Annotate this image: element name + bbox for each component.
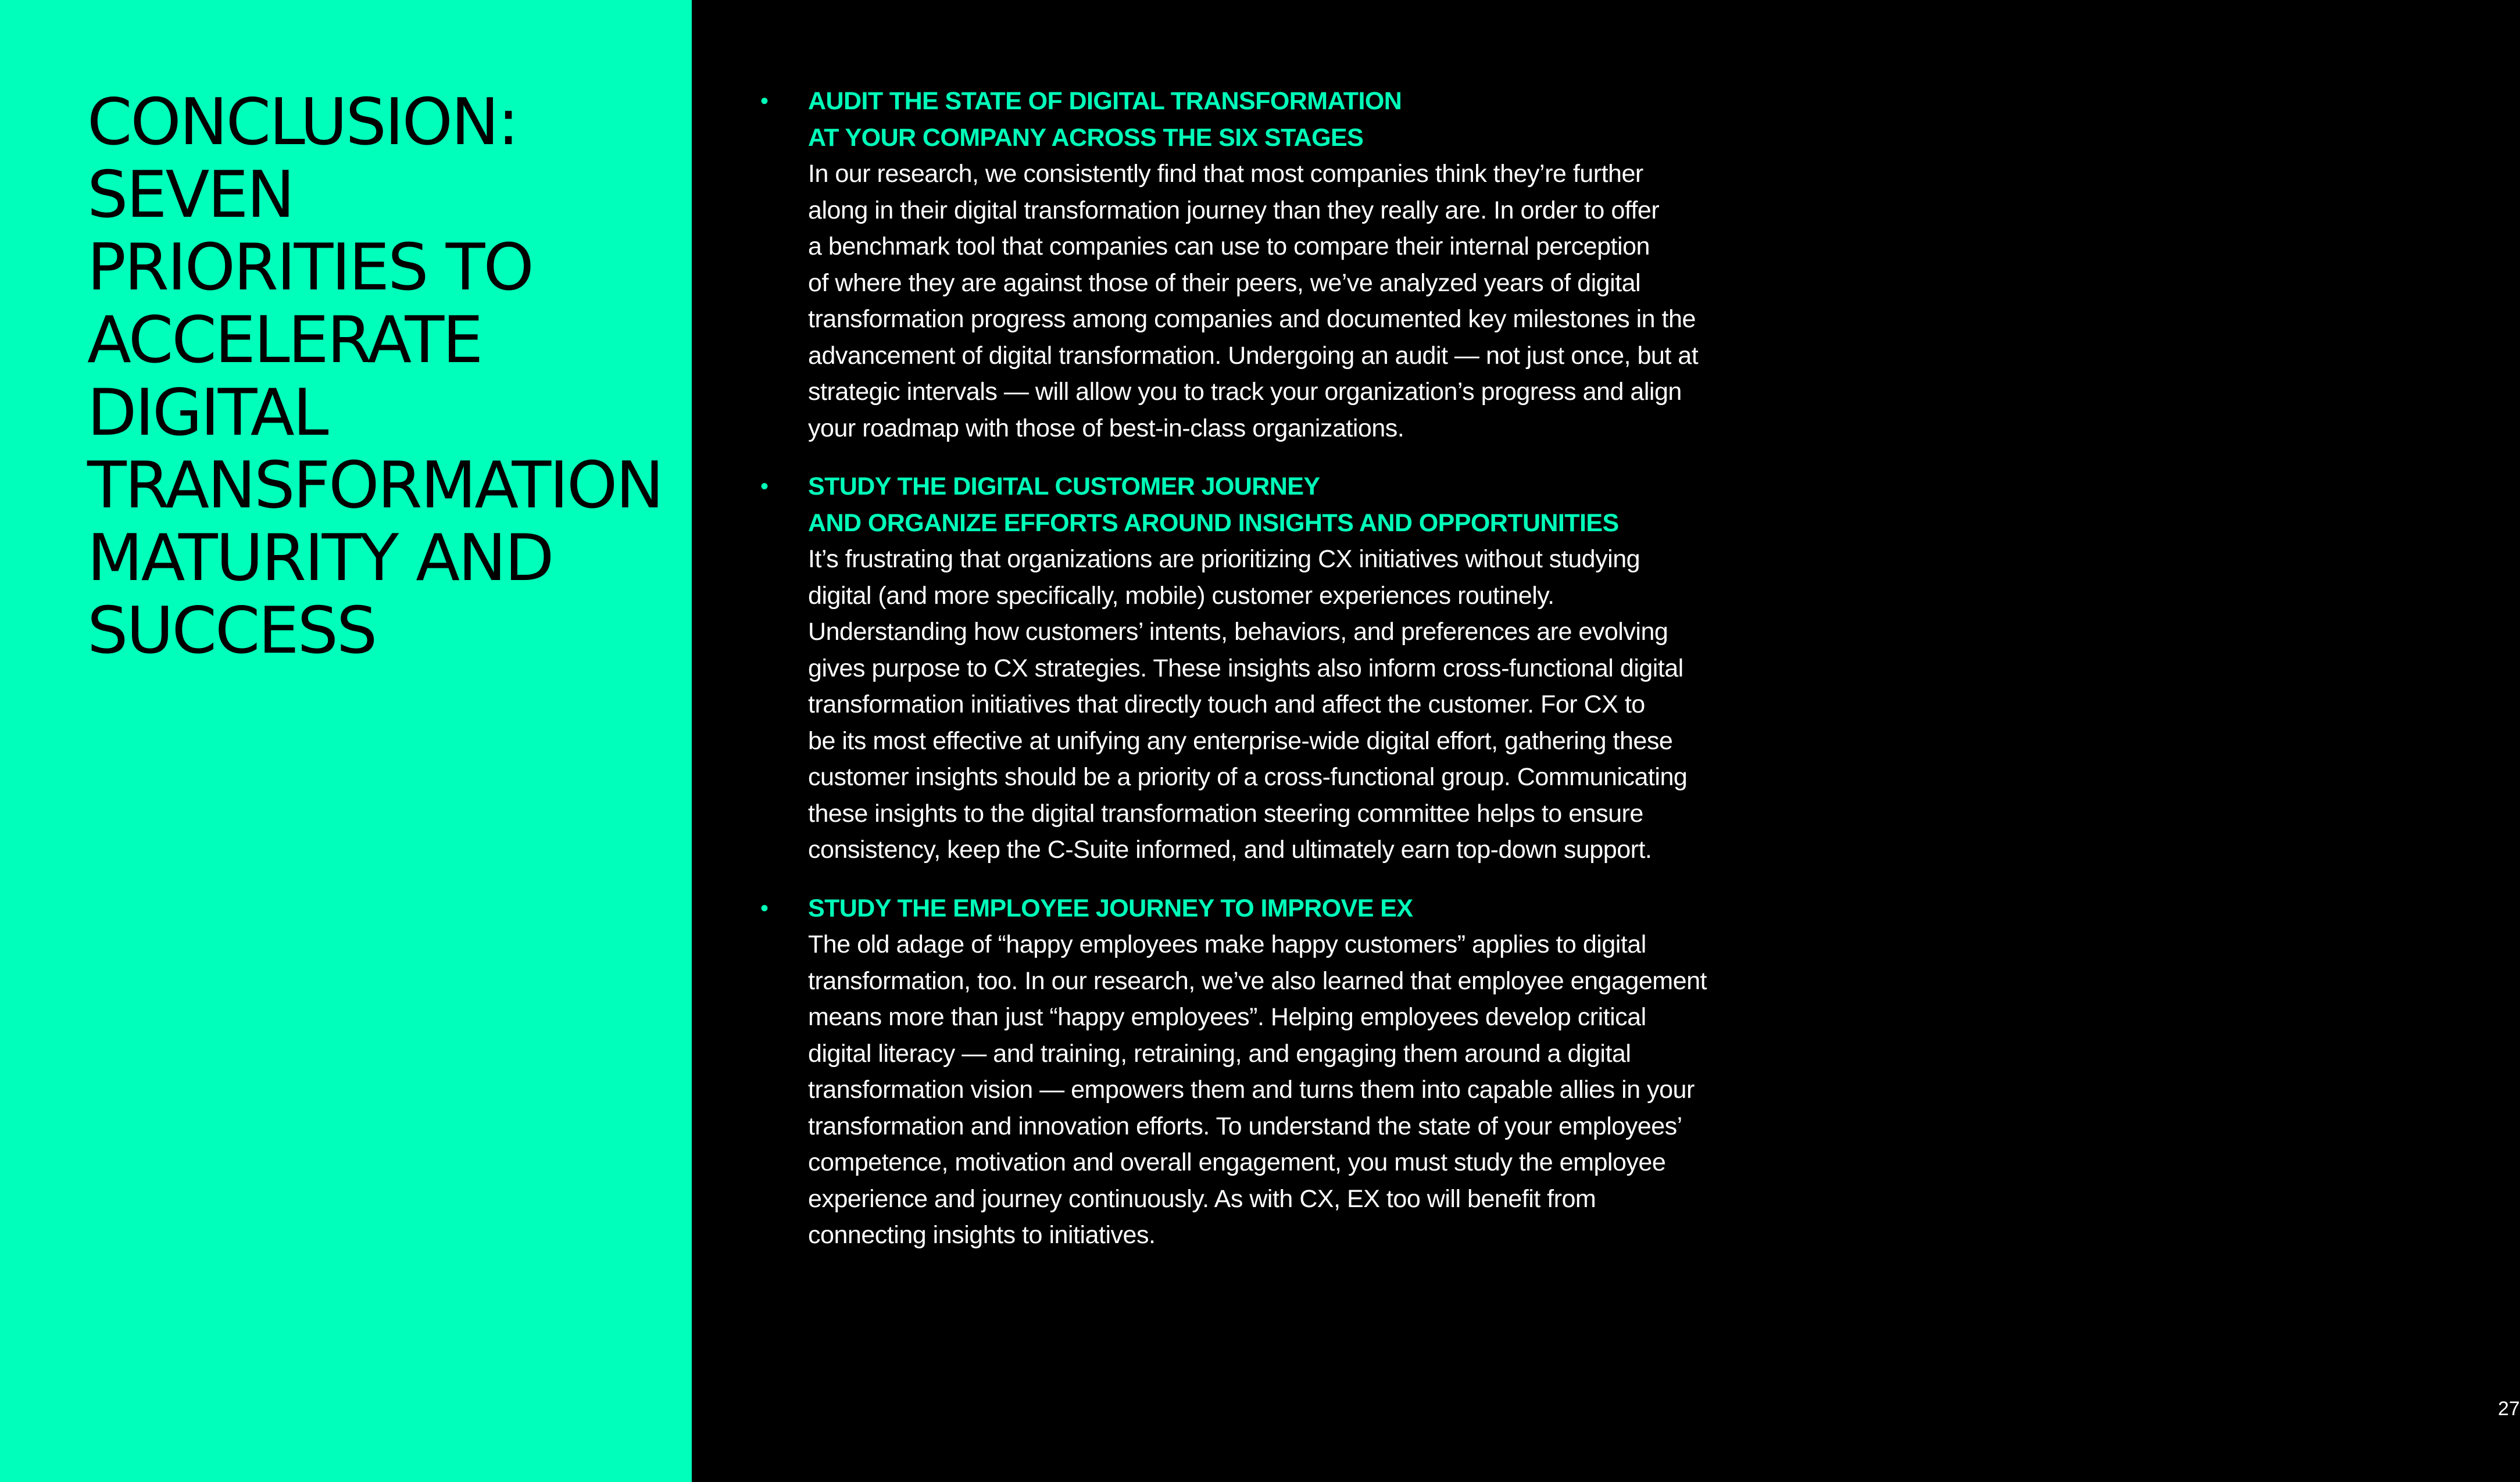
body-line: be its most effective at unifying any enterprise-wide digital effort, gathering these <box>808 726 1673 755</box>
body-line: digital literacy — and training, retraining, and engaging them around a digital <box>808 1039 1631 1068</box>
body-line: transformation progress among companies and documented key milestones in the <box>808 305 1696 333</box>
right-panel <box>692 0 2520 1482</box>
priority-heading <box>808 890 1901 927</box>
title-line: SUCCESS <box>87 593 376 668</box>
title-line: SEVEN <box>87 157 294 232</box>
priority-item <box>692 83 1901 446</box>
body-line: The old adage of “happy employees make happy customers” applies to digital <box>808 930 1646 958</box>
body-line: advancement of digital transformation. Undergoing an audit — not just once, but at <box>808 341 1699 370</box>
heading-line: STUDY THE EMPLOYEE JOURNEY TO IMPROVE EX <box>808 894 1413 922</box>
body-line: these insights to the digital transformation steering committee helps to ensure <box>808 799 1643 828</box>
title-line: DIGITAL <box>87 375 327 450</box>
title-line: CONCLUSION: <box>87 85 518 160</box>
heading-line: STUDY THE DIGITAL CUSTOMER JOURNEY <box>808 472 1320 500</box>
title-line: ACCELERATE <box>87 303 482 378</box>
body-line: along in their digital transformation journey than they really are. In order to offer <box>808 196 1660 224</box>
bullet-icon: • <box>760 895 769 921</box>
body-line: experience and journey continuously. As with CX, EX too will benefit from <box>808 1184 1596 1213</box>
body-line: Understanding how customers’ intents, behaviors, and preferences are evolving <box>808 618 1668 646</box>
body-line: a benchmark tool that companies can use to compare their internal perception <box>808 232 1650 260</box>
priority-heading <box>808 83 1901 156</box>
body-line: transformation initiatives that directly touch and affect the customer. For CX to <box>808 690 1645 718</box>
title-line: TRANSFORMATION <box>87 448 663 523</box>
body-line: transformation, too. In our research, we’ve also learned that employee engagement <box>808 966 1707 995</box>
heading-line: AT YOUR COMPANY ACROSS THE SIX STAGES <box>808 123 1364 152</box>
body-line: connecting insights to initiatives. <box>808 1221 1156 1249</box>
body-line: strategic intervals — will allow you to track your organization’s progress and align <box>808 378 1682 406</box>
body-line: transformation and innovation efforts. To understand the state of your employees’ <box>808 1112 1682 1140</box>
body-line: gives purpose to CX strategies. These insights also inform cross-functional digital <box>808 654 1683 682</box>
left-panel <box>0 0 692 1482</box>
body-line: digital (and more specifically, mobile) customer experiences routinely. <box>808 581 1554 610</box>
body-line: your roadmap with those of best-in-class organizations. <box>808 414 1404 442</box>
body-line: It’s frustrating that organizations are prioritizing CX initiatives without studying <box>808 545 1640 573</box>
heading-line: AND ORGANIZE EFFORTS AROUND INSIGHTS AND OPPORTUNITIES <box>808 509 1619 537</box>
priority-body <box>808 926 1901 1254</box>
body-line: competence, motivation and overall engagement, you must study the employee <box>808 1148 1666 1176</box>
priority-item <box>692 890 1901 1254</box>
body-line: customer insights should be a priority of a cross-functional group. Communicating <box>808 763 1688 791</box>
body-line: of where they are against those of their peers, we’ve analyzed years of digital <box>808 269 1641 297</box>
body-line: transformation vision — empowers them and turns them into capable allies in your <box>808 1076 1695 1104</box>
body-line: means more than just “happy employees”. Helping employees develop critical <box>808 1003 1646 1031</box>
priority-item <box>692 468 1901 868</box>
page-number: 27 <box>2498 1398 2520 1420</box>
priority-body <box>808 541 1901 868</box>
body-line: In our research, we consistently find that most companies think they’re further <box>808 160 1643 188</box>
heading-line: AUDIT THE STATE OF DIGITAL TRANSFORMATION <box>808 87 1402 115</box>
priority-body <box>808 156 1901 446</box>
title-line: PRIORITIES TO <box>87 230 532 305</box>
title-line: MATURITY AND <box>87 521 553 596</box>
bullet-icon: • <box>760 474 769 499</box>
body-line: consistency, keep the C-Suite informed, and ultimately earn top-down support. <box>808 836 1652 864</box>
bullet-icon: • <box>760 88 769 114</box>
priority-list <box>692 83 1901 1276</box>
page-title <box>87 86 680 667</box>
priority-heading <box>808 468 1901 541</box>
